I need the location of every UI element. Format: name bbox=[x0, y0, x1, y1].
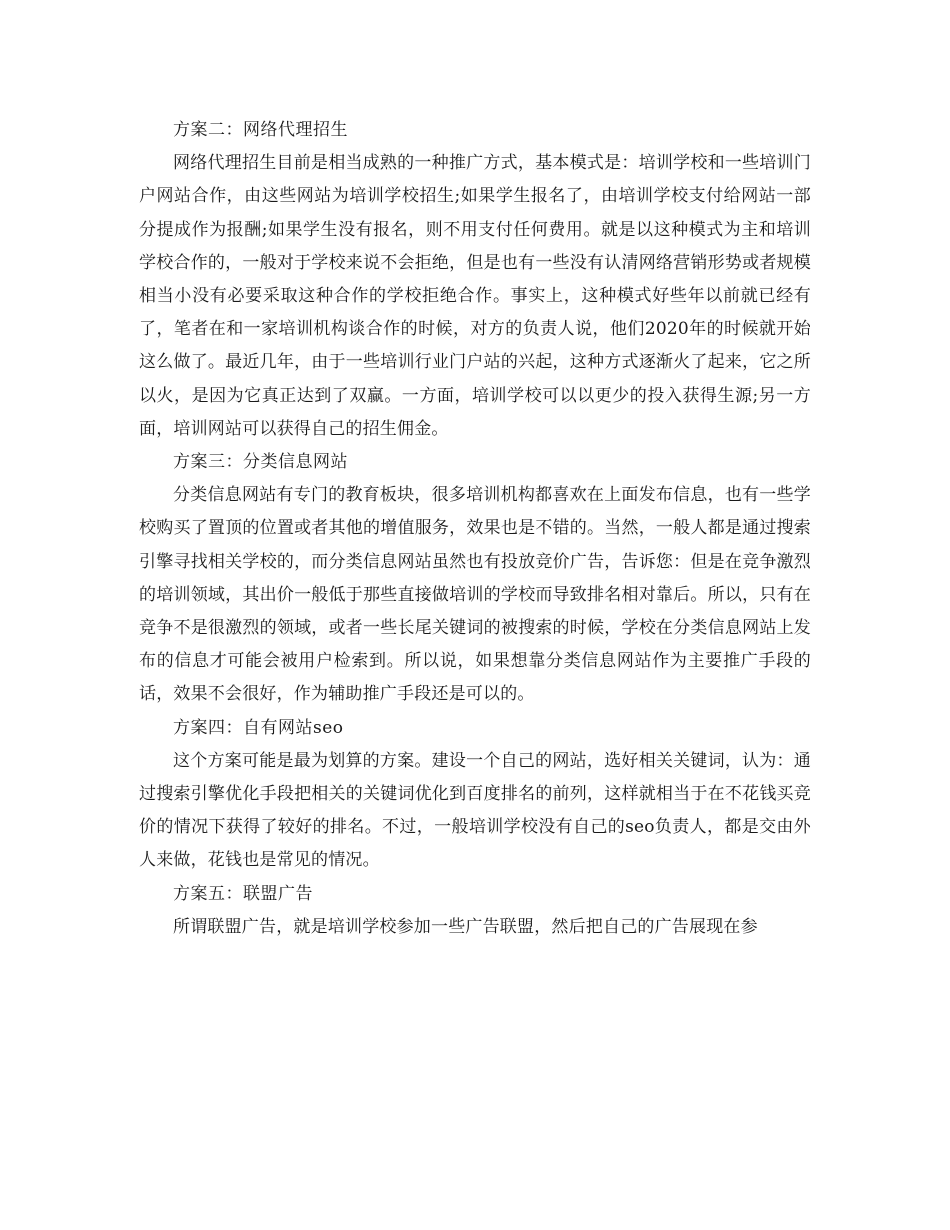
section-paragraph: 分类信息网站有专门的教育板块，很多培训机构都喜欢在上面发布信息，也有一些学校购买了置顶的位置或者其他的增值服务，效果也是不错的。当然，一般人都是通过搜索引擎寻找相关学校的，而分类信息网站虽然也有投放竞价广告，告诉您：但是在竞争激烈的培训领域，其出价一般低于那些直接做培训的学校而导致排名相对靠后。所以，只有在竞争不是很激烈的领域，或者一些长尾关键词的被搜索的时候，学校在分类信息网站上发布的信息才可能会被用户检索到。所以说，如果想靠分类信息网站作为主要推广手段的话，效果不会很好，作为辅助推广手段还是可以的。 bbox=[139, 485, 811, 705]
section-paragraph: 所谓联盟广告，就是培训学校参加一些广告联盟，然后把自己的广告展现在参 bbox=[173, 916, 758, 937]
section-plan-3 bbox=[139, 446, 811, 712]
section-heading: 方案五：联盟广告 bbox=[173, 883, 313, 904]
section-paragraph: 网络代理招生目前是相当成熟的一种推广方式，基本模式是：培训学校和一些培训门户网站合作，由这些网站为培训学校招生;如果学生报名了，由培训学校支付给网站一部分提成作为报酬;如果学生没有报名，则不用支付任何费用。就是以这种模式为主和培训学校合作的，一般对于学校来说不会拒绝，但是也有一些没有认清网络营销形势或者规模相当小没有必要采取这种合作的学校拒绝合作。事实上，这种模式好些年以前就已经有了，笔者在和一家培训机构谈合作的时候，对方的负责人说，他们2020年的时候就开始这么做了。最近几年，由于一些培训行业门户站的兴起，这种方式逐渐火了起来，它之所以火，是因为它真正达到了双赢。一方面，培训学校可以以更少的投入获得生源;另一方面，培训网站可以获得自己的招生佣金。 bbox=[139, 153, 811, 439]
section-heading: 方案三：分类信息网站 bbox=[173, 452, 348, 473]
section-heading: 方案二：网络代理招生 bbox=[173, 120, 348, 140]
section-plan-4 bbox=[139, 712, 811, 878]
section-plan-2 bbox=[139, 114, 811, 446]
section-paragraph: 这个方案可能是最为划算的方案。建设一个自己的网站，选好相关关键词，认为：通过搜索引擎优化手段把相关的关键词优化到百度排名的前列，这样就相当于在不花钱买竞价的情况下获得了较好的排名。不过，一般培训学校没有自己的seo负责人，都是交由外人来做，花钱也是常见的情况。 bbox=[139, 750, 811, 871]
section-plan-5 bbox=[139, 878, 811, 944]
section-heading: 方案四：自有网站seo bbox=[173, 717, 344, 738]
document-page bbox=[139, 114, 811, 944]
